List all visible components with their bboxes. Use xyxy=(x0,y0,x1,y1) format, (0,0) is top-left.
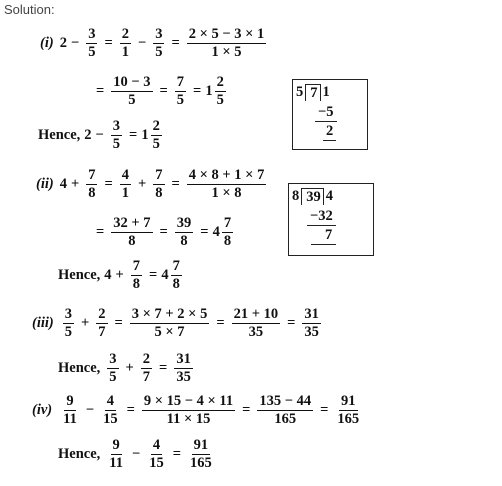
hence-word: Hence, xyxy=(38,127,81,144)
equals: = xyxy=(242,402,251,419)
fraction: $\frac{10 - 3}{5}$ xyxy=(113,74,151,109)
equals: = xyxy=(320,402,329,419)
division-box-ii xyxy=(288,183,374,256)
mixed-number: 4 $\frac{7}{8}$ xyxy=(212,215,232,250)
fraction: $\frac{4}{15}$ xyxy=(103,393,118,428)
equals: = xyxy=(149,267,158,284)
mixed-number: 1 $\frac{2}{5}$ xyxy=(141,118,160,153)
fraction: $\frac{91}{165}$ xyxy=(337,393,360,428)
equals: = xyxy=(172,446,182,463)
remainder: 2 xyxy=(323,123,336,141)
fraction: $\frac{4}{1}$ xyxy=(121,167,129,202)
whole-number: 4 xyxy=(59,176,67,193)
operator: − xyxy=(95,127,104,144)
part-i-line-2 xyxy=(92,75,229,108)
fraction: $\frac{3}{5}$ xyxy=(155,26,163,61)
part-ii-line-2 xyxy=(92,216,236,249)
equals: = xyxy=(159,83,168,100)
part-i-hence xyxy=(38,119,165,152)
part-ii-line-1 xyxy=(36,168,269,201)
dividend: 7 xyxy=(306,84,319,102)
subtrahend: −32 xyxy=(307,208,336,226)
mixed-number: 1 $\frac{2}{5}$ xyxy=(205,74,224,109)
part-i-line-1 xyxy=(40,27,269,60)
part-ii-hence xyxy=(58,259,185,292)
operator: + xyxy=(115,267,124,284)
fraction: $\frac{3}{5}$ xyxy=(88,26,96,61)
fraction: $\frac{2 \times 5 - 3 \times 1}{1 \times 5}$ xyxy=(188,26,265,61)
part-iv-label: (iv) xyxy=(32,402,53,419)
part-iii-label: (iii) xyxy=(32,315,54,332)
fraction: $\frac{3}{5}$ xyxy=(112,118,121,153)
equals: = xyxy=(129,127,138,144)
fraction: $\frac{135 - 44}{165}$ xyxy=(259,393,312,428)
equals: = xyxy=(159,360,168,377)
equals: = xyxy=(104,176,113,193)
fraction: $\frac{7}{8}$ xyxy=(88,167,96,202)
fraction: $\frac{2}{1}$ xyxy=(121,26,129,61)
quotient: 4 xyxy=(323,188,335,205)
equals: = xyxy=(96,224,105,241)
equals: = xyxy=(96,83,105,100)
operator: − xyxy=(70,35,80,52)
operator: + xyxy=(138,176,147,193)
fraction: $\frac{91}{165}$ xyxy=(190,437,212,472)
equals: = xyxy=(104,35,113,52)
equals: = xyxy=(287,315,296,332)
equals: = xyxy=(216,315,225,332)
fraction: $\frac{21 + 10}{35}$ xyxy=(233,306,279,341)
operator: + xyxy=(125,360,134,377)
fraction: $\frac{3}{5}$ xyxy=(109,351,117,386)
fraction: $\frac{32 + 7}{8}$ xyxy=(113,215,151,250)
divisor: 8 xyxy=(289,188,302,205)
remainder: 7 xyxy=(311,227,336,245)
fraction: $\frac{2}{7}$ xyxy=(142,351,151,386)
quotient: 1 xyxy=(320,84,332,101)
fraction: $\frac{4}{15}$ xyxy=(149,437,164,472)
whole-number: 2 xyxy=(84,127,92,144)
fraction: $\frac{7}{5}$ xyxy=(176,74,185,109)
fraction: $\frac{9}{11}$ xyxy=(109,437,123,472)
solution-header: Solution: xyxy=(4,2,55,17)
operator: − xyxy=(131,446,141,463)
fraction: $\frac{4 \times 8 + 1 \times 7}{1 \times 8}$ xyxy=(188,167,265,202)
dividend: 39 xyxy=(302,188,323,206)
fraction: $\frac{2}{7}$ xyxy=(98,306,106,341)
mixed-number: 4 $\frac{7}{8}$ xyxy=(161,258,180,293)
equals: = xyxy=(114,315,123,332)
fraction: $\frac{3}{5}$ xyxy=(64,306,72,341)
fraction: $\frac{31}{35}$ xyxy=(304,306,319,341)
equals: = xyxy=(200,224,209,241)
operator: − xyxy=(85,402,95,419)
hence-word: Hence, xyxy=(58,267,101,284)
fraction: $\frac{9}{11}$ xyxy=(63,393,77,428)
whole-number: 4 xyxy=(104,267,112,284)
part-iii-line-1 xyxy=(32,307,324,340)
fraction: $\frac{9 \times 15 - 4 \times 11}{11 \times 15}$ xyxy=(143,393,234,428)
equals: = xyxy=(171,35,180,52)
fraction: $\frac{3 \times 7 + 2 \times 5}{5 \times 7}$ xyxy=(131,306,208,341)
operator: − xyxy=(137,35,147,52)
operator: + xyxy=(70,176,80,193)
subtrahend: −5 xyxy=(315,104,337,122)
fraction: $\frac{7}{8}$ xyxy=(132,258,141,293)
hence-word: Hence, xyxy=(58,360,101,377)
part-ii-label: (ii) xyxy=(36,176,54,193)
fraction: $\frac{31}{35}$ xyxy=(176,351,191,386)
equals: = xyxy=(126,402,135,419)
part-iv-line-1 xyxy=(32,394,364,427)
part-iii-hence xyxy=(58,352,196,385)
division-box-i xyxy=(292,79,368,150)
equals: = xyxy=(193,83,202,100)
whole-number: 2 xyxy=(59,35,67,52)
fraction: $\frac{7}{8}$ xyxy=(155,167,163,202)
part-i-label: (i) xyxy=(40,35,54,52)
equals: = xyxy=(171,176,180,193)
equals: = xyxy=(159,224,168,241)
fraction: $\frac{39}{8}$ xyxy=(176,215,192,250)
part-iv-hence xyxy=(58,438,217,471)
operator: + xyxy=(81,315,90,332)
divisor: 5 xyxy=(293,84,306,101)
hence-word: Hence, xyxy=(58,446,101,463)
